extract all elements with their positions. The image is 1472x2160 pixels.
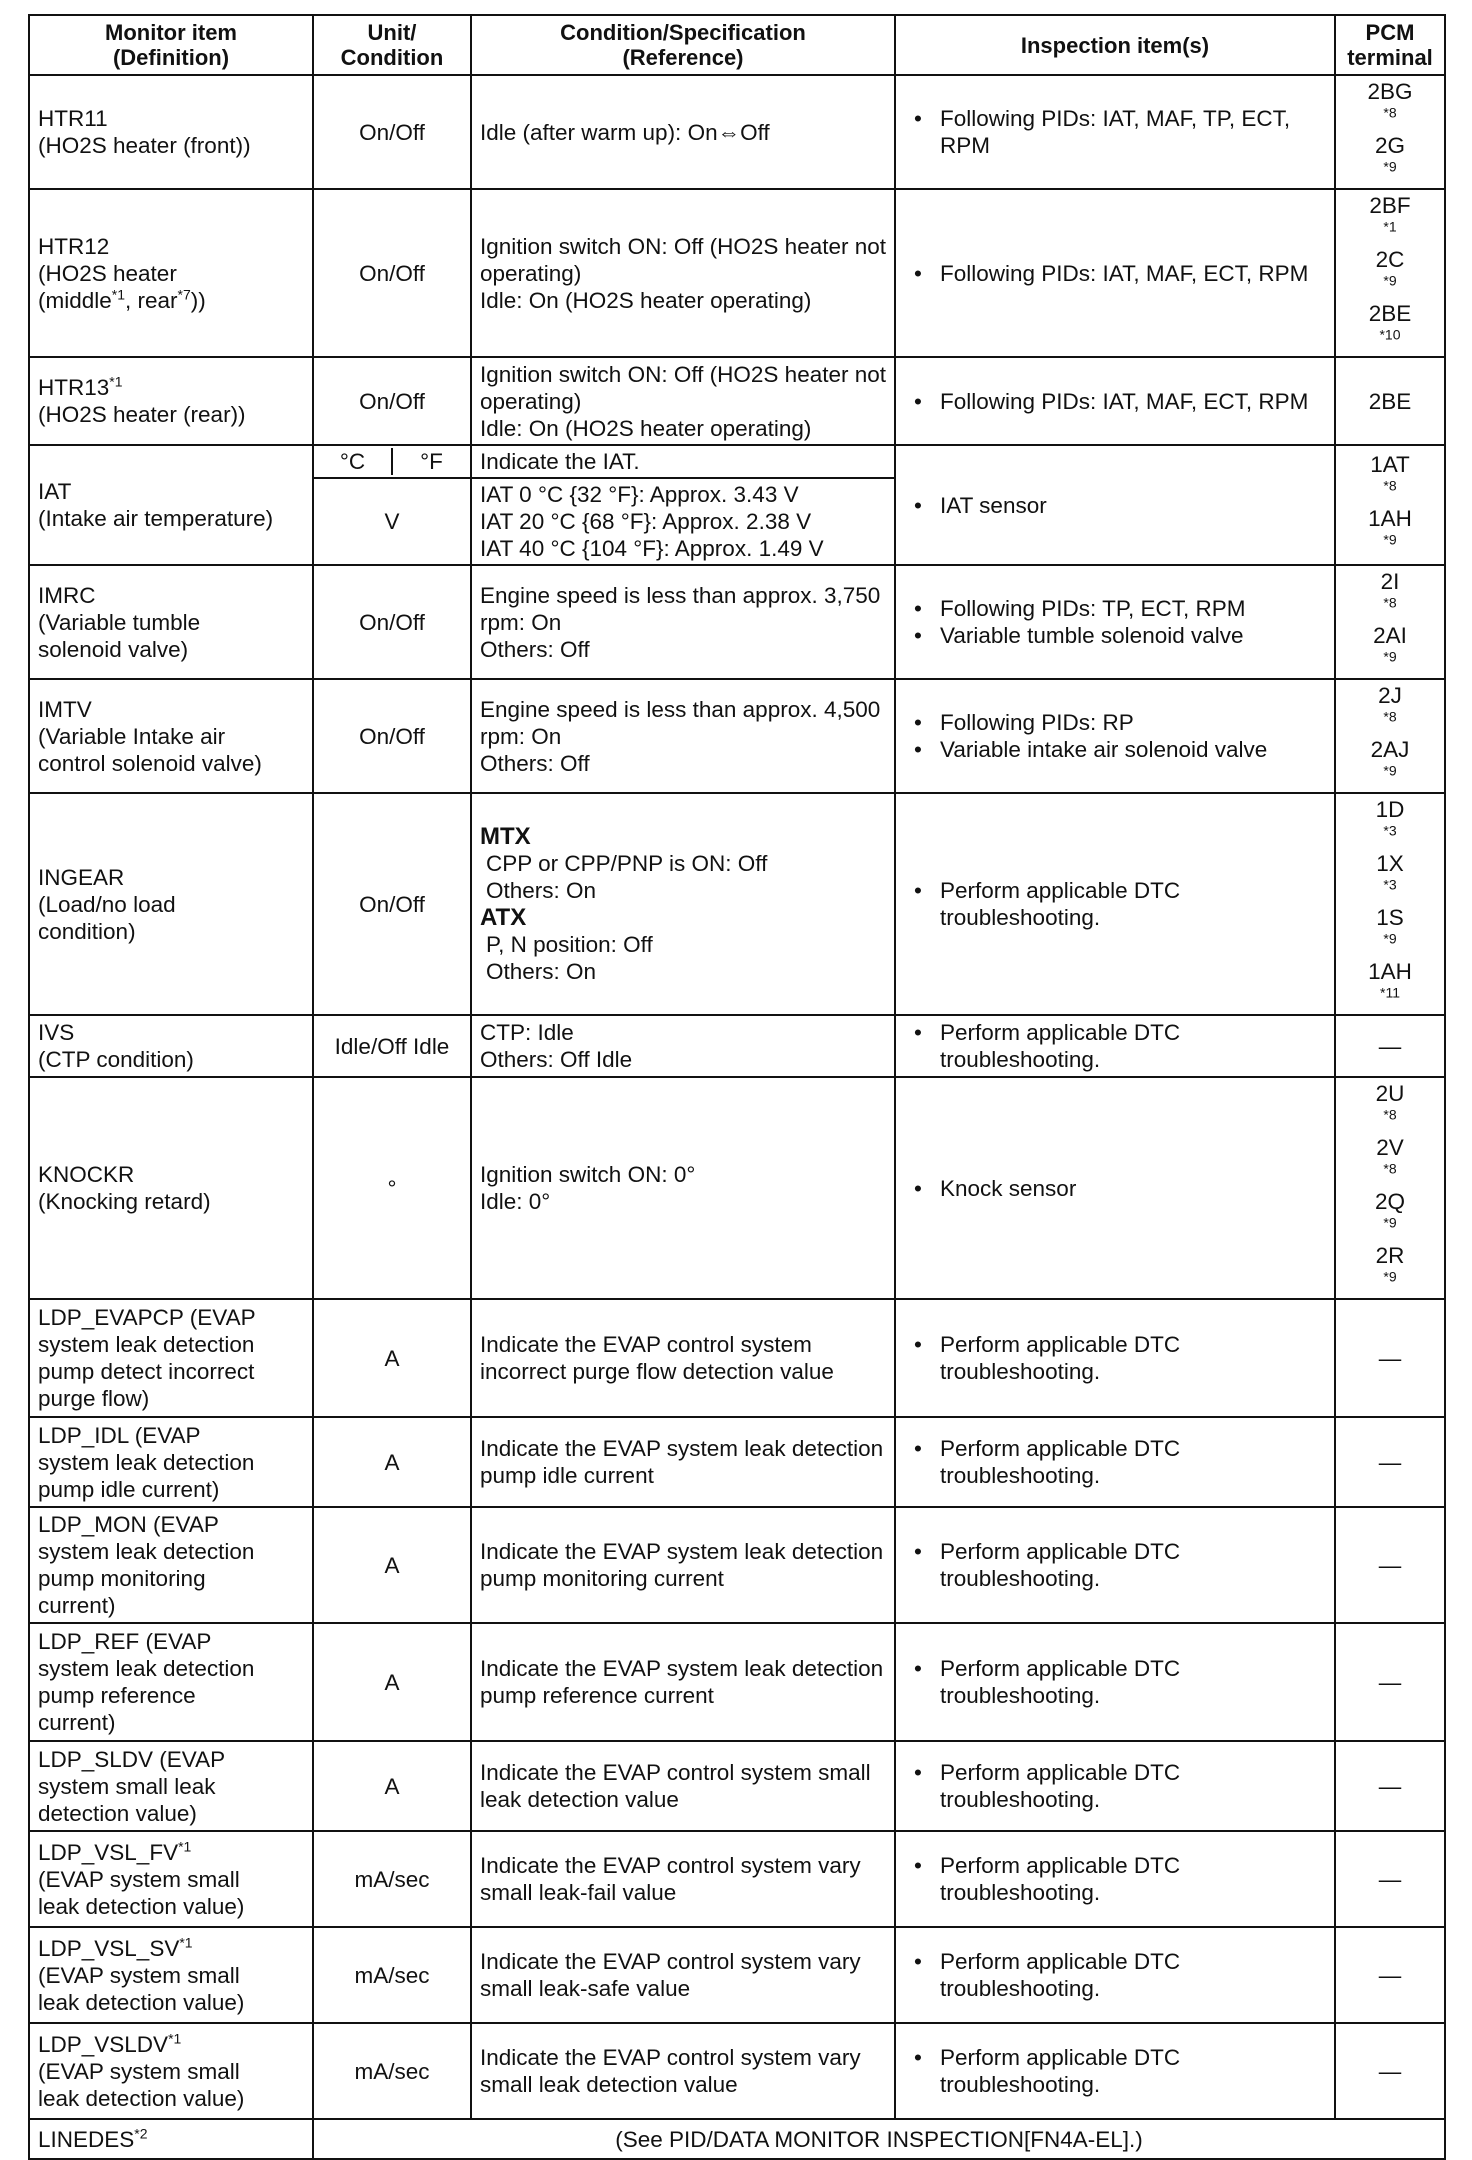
condition-cell: Indicate the EVAP system leak detection pump idle current [471, 1417, 895, 1507]
pcm-terminal-cell: 2BE [1335, 357, 1445, 445]
condition-cell: Ignition switch ON: 0° Idle: 0° [471, 1077, 895, 1299]
inspection-cell: • Perform applicable DTC troubleshooting. [895, 1299, 1335, 1417]
condition-cell: Indicate the EVAP control system incorrect purge flow detection value [471, 1299, 895, 1417]
header-condition: Condition/Specification (Reference) [471, 15, 895, 75]
monitor-item: IMTV (Variable Intake air control solenoid valve) [29, 679, 313, 793]
inspection-cell: • Perform applicable DTC troubleshooting. [895, 1507, 1335, 1623]
monitor-item: INGEAR (Load/no load condition) [29, 793, 313, 1015]
table-row-ldp-vsl-sv [29, 1927, 1445, 2023]
inspection-cell: • Following PIDs: TP, ECT, RPM • Variable tumble solenoid valve [895, 565, 1335, 679]
inspection-cell: • Perform applicable DTC troubleshooting. [895, 2023, 1335, 2119]
pcm-terminal-cell: 2BF $^{*1}$ 2C $^{*9}$ 2BE $^{*10}$ [1335, 189, 1445, 357]
unit-cell: mA/sec [313, 2023, 471, 2119]
unit-cell: A [313, 1299, 471, 1417]
pcm-terminal-cell: — [1335, 1299, 1445, 1417]
table-row-ldp-vsldv [29, 2023, 1445, 2119]
unit-cell: mA/sec [313, 1927, 471, 2023]
monitor-item: LDP_REF (EVAP system leak detection pump reference current) [29, 1623, 313, 1741]
condition-cell: Engine speed is less than approx. 4,500 rpm: On Others: Off [471, 679, 895, 793]
inspection-cell: • Following PIDs: IAT, MAF, TP, ECT, RPM [895, 75, 1335, 189]
condition-cell-voltage: IAT 0 °C {32 °F}: Approx. 3.43 V IAT 20 °C {68 °F}: Approx. 2.38 V IAT 40 °C {104 °F}: Approx. 1.49 V [471, 478, 895, 565]
pcm-terminal-cell: 2BG $^{*8}$ 2G $^{*9}$ [1335, 75, 1445, 189]
header-inspection: Inspection item(s) [895, 15, 1335, 75]
inspection-cell: • Perform applicable DTC troubleshooting. [895, 1015, 1335, 1077]
pcm-terminal-cell: 2I $^{*8}$ 2AI $^{*9}$ [1335, 565, 1445, 679]
table-row-linedes [29, 2119, 1445, 2159]
table-row-ivs [29, 1015, 1445, 1077]
condition-cell: Engine speed is less than approx. 3,750 rpm: On Others: Off [471, 565, 895, 679]
pcm-terminal-cell: — [1335, 1507, 1445, 1623]
inspection-cell: • Perform applicable DTC troubleshooting. [895, 793, 1335, 1015]
unit-cell: mA/sec [313, 1831, 471, 1927]
linedes-reference-note: (See PID/DATA MONITOR INSPECTION[FN4A-EL].) [313, 2119, 1445, 2159]
condition-cell: Indicate the EVAP system leak detection pump monitoring current [471, 1507, 895, 1623]
monitor-item: HTR12 (HO2S heater (middle$^{*1}$, rear$^{*7}$)) [29, 189, 313, 357]
table-row-ldp-vsl-fv [29, 1831, 1445, 1927]
monitor-item: LDP_VSL_SV$^{*1}$ (EVAP system small leak detection value) [29, 1927, 313, 2023]
table-row-htr13 [29, 357, 1445, 445]
pcm-terminal-cell: — [1335, 1417, 1445, 1507]
header-monitor-item: Monitor item (Definition) [29, 15, 313, 75]
unit-cell: Idle/Off Idle [313, 1015, 471, 1077]
unit-cell-voltage: V [313, 478, 471, 565]
monitor-item: KNOCKR (Knocking retard) [29, 1077, 313, 1299]
table-row-iat [29, 445, 1445, 478]
monitor-item: LINEDES$^{*2}$ [29, 2119, 313, 2159]
inspection-cell: • Perform applicable DTC troubleshooting. [895, 1417, 1335, 1507]
pcm-terminal-cell: — [1335, 1015, 1445, 1077]
table-row-htr11 [29, 75, 1445, 189]
table-row-imtv [29, 679, 1445, 793]
pcm-terminal-cell: 1D $^{*3}$ 1X $^{*3}$ 1S $^{*9}$ 1AH $^{*11}$ [1335, 793, 1445, 1015]
monitor-item: LDP_MON (EVAP system leak detection pump monitoring current) [29, 1507, 313, 1623]
pcm-terminal-cell: — [1335, 1831, 1445, 1927]
unit-cell: On/Off [313, 793, 471, 1015]
condition-cell: CTP: Idle Others: Off Idle [471, 1015, 895, 1077]
condition-cell: Indicate the EVAP control system vary small leak-fail value [471, 1831, 895, 1927]
table-row-ldp-sldv [29, 1741, 1445, 1831]
header-row [29, 15, 1445, 75]
unit-cell: ° [313, 1077, 471, 1299]
table-row-ingear [29, 793, 1445, 1015]
pcm-terminal-cell: 1AT $^{*8}$ 1AH $^{*9}$ [1335, 445, 1445, 565]
table-row-knockr [29, 1077, 1445, 1299]
inspection-cell: • Perform applicable DTC troubleshooting. [895, 1741, 1335, 1831]
monitor-item: IAT (Intake air temperature) [29, 445, 313, 565]
unit-cell: On/Off [313, 679, 471, 793]
condition-cell: Indicate the EVAP control system vary small leak detection value [471, 2023, 895, 2119]
table-row-ldp-ref [29, 1623, 1445, 1741]
unit-cell: A [313, 1623, 471, 1741]
table-row-ldp-idl [29, 1417, 1445, 1507]
monitor-item: IVS (CTP condition) [29, 1015, 313, 1077]
monitor-item: LDP_VSL_FV$^{*1}$ (EVAP system small leak detection value) [29, 1831, 313, 1927]
pcm-terminal-cell: 2U $^{*8}$ 2V $^{*8}$ 2Q $^{*9}$ 2R $^{*9}$ [1335, 1077, 1445, 1299]
condition-cell: Idle (after warm up): On⇔Off [471, 75, 895, 189]
table-row-ldp-mon [29, 1507, 1445, 1623]
pcm-terminal-cell: — [1335, 1623, 1445, 1741]
pcm-terminal-cell: — [1335, 2023, 1445, 2119]
condition-cell: Indicate the EVAP system leak detection pump reference current [471, 1623, 895, 1741]
inspection-cell: • Perform applicable DTC troubleshooting. [895, 1623, 1335, 1741]
inspection-cell: • Perform applicable DTC troubleshooting. [895, 1927, 1335, 2023]
table-row-ldp-evapcp [29, 1299, 1445, 1417]
table-row-htr12 [29, 189, 1445, 357]
inspection-cell: • Knock sensor [895, 1077, 1335, 1299]
unit-cell: A [313, 1741, 471, 1831]
unit-cell: A [313, 1417, 471, 1507]
monitor-item: LDP_SLDV (EVAP system small leak detection value) [29, 1741, 313, 1831]
inspection-cell: • Perform applicable DTC troubleshooting. [895, 1831, 1335, 1927]
pcm-terminal-cell: — [1335, 1927, 1445, 2023]
monitor-item: IMRC (Variable tumble solenoid valve) [29, 565, 313, 679]
inspection-cell: • Following PIDs: IAT, MAF, ECT, RPM [895, 189, 1335, 357]
inspection-cell: • Following PIDs: RP • Variable intake air solenoid valve [895, 679, 1335, 793]
condition-cell: Indicate the EVAP control system small leak detection value [471, 1741, 895, 1831]
inspection-cell: • IAT sensor [895, 445, 1335, 565]
unit-cell-temp: °C °F [313, 445, 471, 478]
inspection-cell: • Following PIDs: IAT, MAF, ECT, RPM [895, 357, 1335, 445]
monitor-item: HTR13$^{*1}$ (HO2S heater (rear)) [29, 357, 313, 445]
header-pcm-terminal: PCM terminal [1335, 15, 1445, 75]
unit-cell: On/Off [313, 565, 471, 679]
monitor-item: LDP_VSLDV$^{*1}$ (EVAP system small leak detection value) [29, 2023, 313, 2119]
condition-cell-temp: Indicate the IAT. [471, 445, 895, 478]
unit-cell: A [313, 1507, 471, 1623]
unit-cell: On/Off [313, 189, 471, 357]
monitor-item: HTR11 (HO2S heater (front)) [29, 75, 313, 189]
condition-cell: Indicate the EVAP control system vary small leak-safe value [471, 1927, 895, 2023]
unit-cell: On/Off [313, 75, 471, 189]
condition-cell: Ignition switch ON: Off (HO2S heater not operating) Idle: On (HO2S heater operating) [471, 189, 895, 357]
monitor-item: LDP_EVAPCP (EVAP system leak detection pump detect incorrect purge flow) [29, 1299, 313, 1417]
header-unit: Unit/ Condition [313, 15, 471, 75]
monitor-item: LDP_IDL (EVAP system leak detection pump idle current) [29, 1417, 313, 1507]
condition-cell: MTX CPP or CPP/PNP is ON: Off Others: On ATX P, N position: Off Others: On [471, 793, 895, 1015]
unit-cell: On/Off [313, 357, 471, 445]
table-row-imrc [29, 565, 1445, 679]
monitor-table-page [28, 14, 1444, 2160]
pcm-terminal-cell: — [1335, 1741, 1445, 1831]
pid-monitor-table [28, 14, 1446, 2160]
pcm-terminal-cell: 2J $^{*8}$ 2AJ $^{*9}$ [1335, 679, 1445, 793]
condition-cell: Ignition switch ON: Off (HO2S heater not operating) Idle: On (HO2S heater operating) [471, 357, 895, 445]
